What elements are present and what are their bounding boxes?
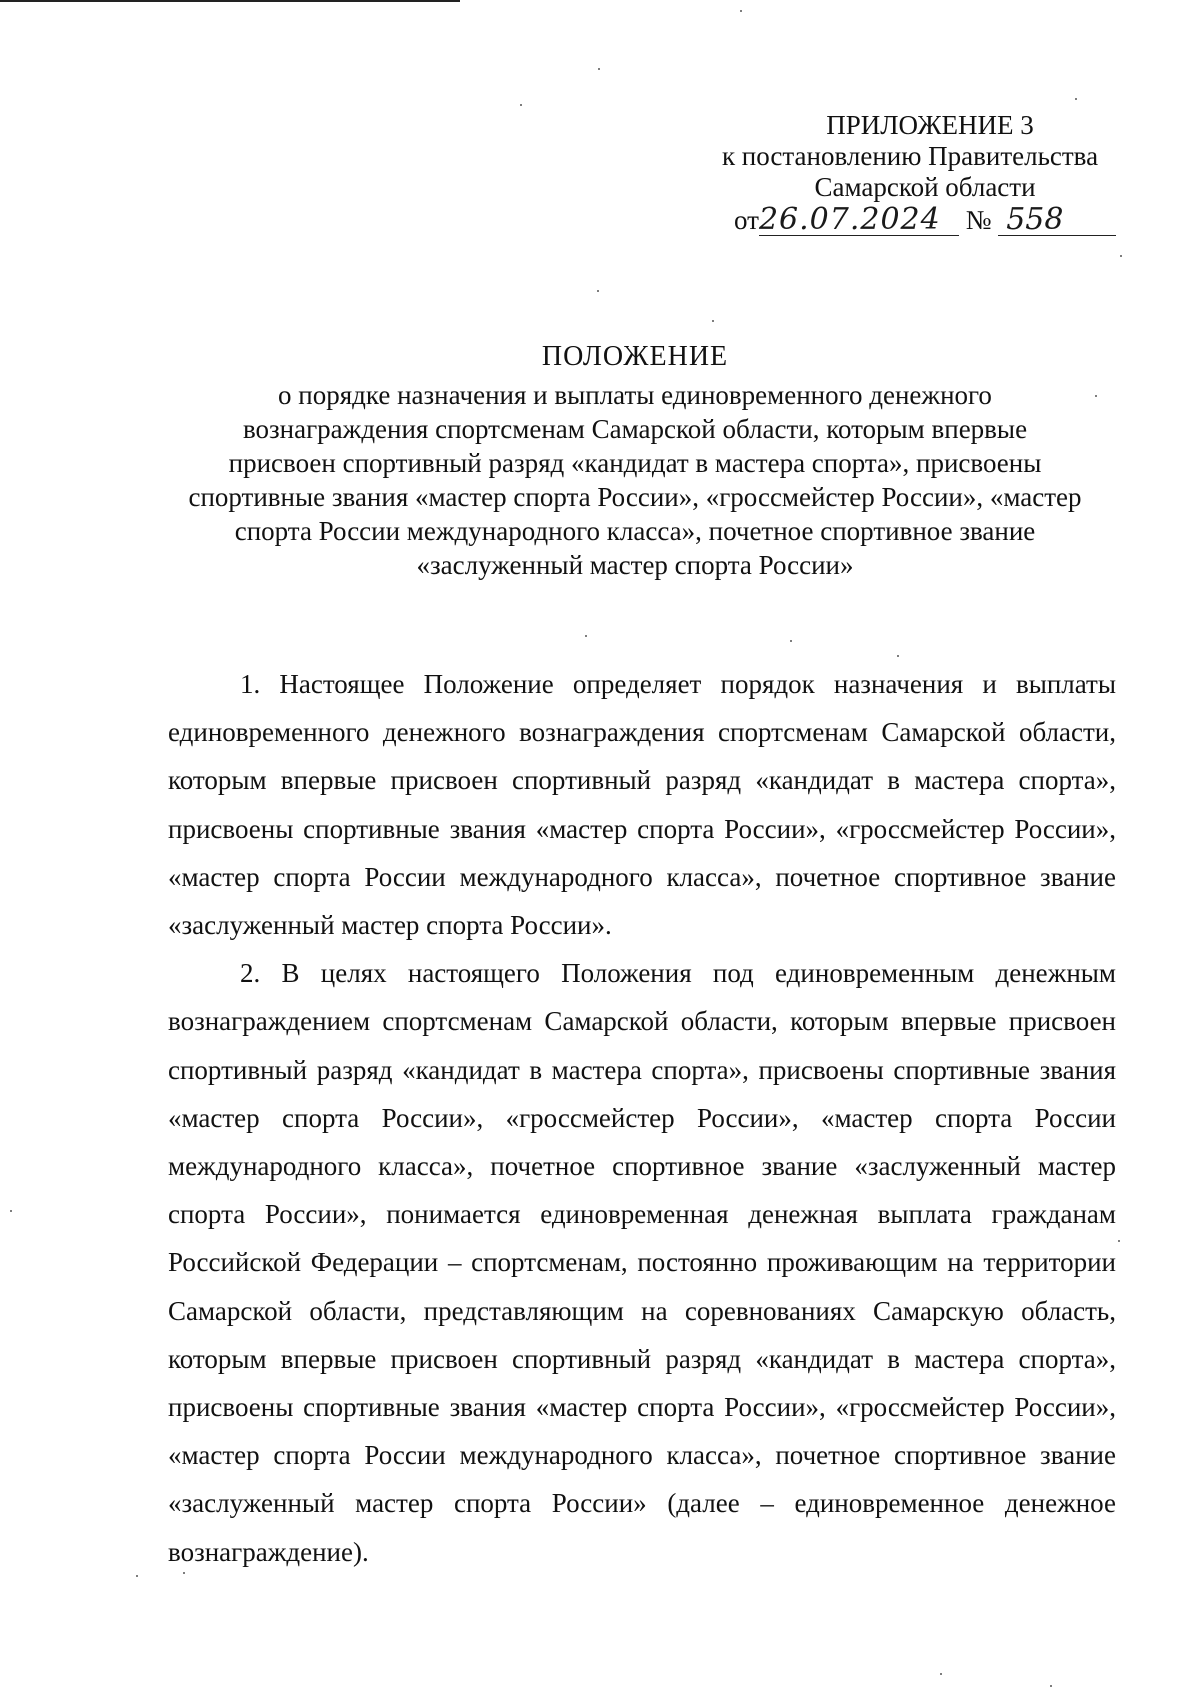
scan-speck xyxy=(712,320,714,322)
top-edge-rule xyxy=(0,0,460,2)
subtitle-line: о порядке назначения и выплаты единовременного денежного xyxy=(278,380,992,410)
scan-speck xyxy=(1118,1240,1120,1242)
scan-speck xyxy=(740,10,742,12)
appendix-resolution-ref: к постановлению Правительства xyxy=(721,141,1099,171)
appendix-number: ПРИЛОЖЕНИЕ 3 xyxy=(826,110,1034,140)
handwritten-number: 558 xyxy=(998,205,1116,236)
scan-speck xyxy=(1120,255,1122,257)
scan-speck xyxy=(585,635,587,637)
scan-speck xyxy=(1050,1685,1052,1687)
paragraph-1: 1. Настоящее Положение определяет порядок назначения и выплаты единовременного денежного вознаграждения спортсменам Самарской области, которым впервые присвоен спортивный разряд «кандидат в мастера спорта», присвоены спортивные звания «мастер спорта России», «гроссмейстер России», «мастер спорта России международного класса», почетное спортивное звание «заслуженный мастер спорта России». xyxy=(168,669,1116,941)
handwritten-date: 26.07.2024 xyxy=(759,205,959,236)
subtitle-line: «заслуженный мастер спорта России» xyxy=(416,550,854,580)
scan-speck xyxy=(597,290,599,292)
scan-speck xyxy=(790,640,792,642)
scan-speck xyxy=(520,104,522,106)
scan-speck xyxy=(598,68,600,70)
subtitle-line: спортивные звания «мастер спорта России», «гроссмейстер России», «мастер xyxy=(188,482,1082,512)
scan-speck xyxy=(136,1575,138,1577)
scan-speck xyxy=(940,1673,942,1675)
scan-speck xyxy=(10,1210,12,1212)
scan-speck xyxy=(897,655,899,657)
appendix-region: Самарской области xyxy=(814,172,1036,202)
document-title-block xyxy=(160,340,1110,582)
appendix-header xyxy=(690,110,1130,203)
subtitle-line: присвоен спортивный разряд «кандидат в мастера спорта», присвоены xyxy=(228,448,1042,478)
subtitle-line: вознаграждения спортсменам Самарской области, которым впервые xyxy=(242,414,1028,444)
paragraph-2: 2. В целях настоящего Положения под единовременным денежным вознаграждением спортсменам Самарской области, которым впервые присвоен спортивный разряд «кандидат в мастера спорта», присвоены спортивные звания «мастер спорта России», «гроссмейстер России», «мастер спорта России международного класса», почетное спортивное звание «заслуженный мастер спорта России», понимается единовременная денежная выплата гражданам Российской Федерации – спортсменам, постоянно проживающим на территории Самарской области, представляющим на соревнованиях Самарскую область, которым впервые присвоен спортивный разряд «кандидат в мастера спорта», присвоены спортивные звания «мастер спорта России», «гроссмейстер России», «мастер спорта России международного класса», почетное спортивное звание «заслуженный мастер спорта России» (далее – единовременное денежное вознаграждение). xyxy=(168,958,1116,1567)
document-title: ПОЛОЖЕНИЕ xyxy=(541,341,729,372)
scan-speck xyxy=(1075,98,1077,100)
resolution-date-line xyxy=(734,202,1094,237)
subtitle-line: спорта России международного класса», почетное спортивное звание xyxy=(234,516,1036,546)
from-label: от xyxy=(734,205,759,235)
document-body xyxy=(168,660,1116,1576)
number-label: № xyxy=(965,205,992,235)
